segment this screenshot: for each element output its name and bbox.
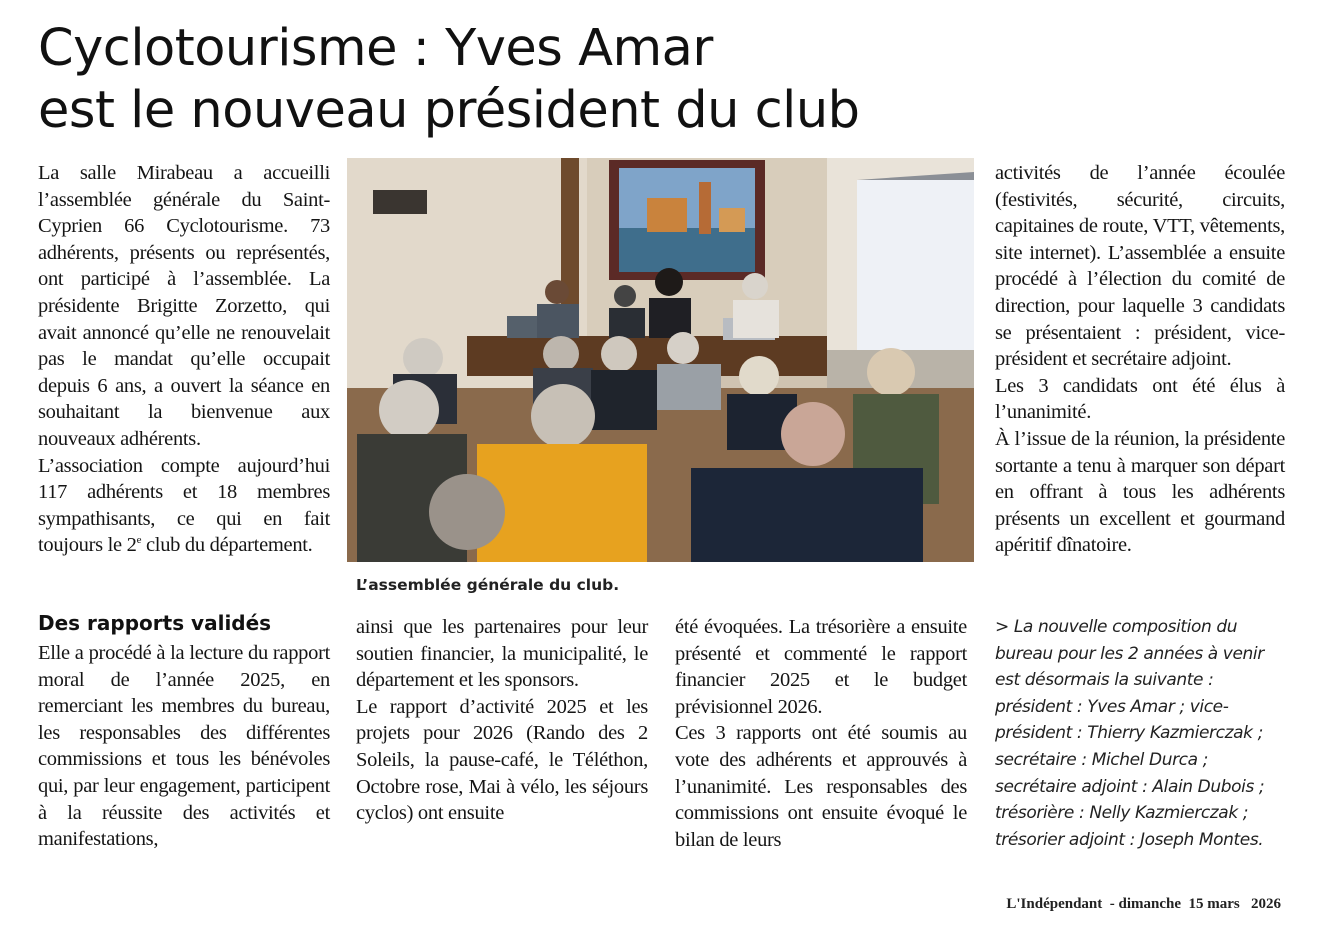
right-column — [995, 160, 1285, 559]
bureau-composition-note: > La nouvelle composition du bureau pour les 2 années à venir est désormais la suivante : président : Yves Amar ; vice-président : Thierry Kazmierczak ; secrétaire : Michel Durca ; secrétaire adjoint : Alain Dubois ; trésorière : Nelly Kazmierczak ; trésorier adjoint : Joseph Montes. — [995, 617, 1265, 850]
intro-column — [38, 160, 330, 559]
intro-paragraph-2-end: club du département. — [141, 534, 313, 557]
headline-line-1: Cyclotourisme : Yves Amar — [38, 19, 713, 78]
intro-paragraph-2-text: L’association compte aujourd’hui 117 adhérents et 18 membres sympathisants, ce qui en fait toujours le 2 — [38, 454, 330, 557]
section-subhead: Des rapports validés — [38, 611, 272, 635]
body-column-2 — [356, 614, 648, 827]
ordinal-superscript: e — [136, 534, 142, 547]
right-paragraph-3: À l’issue de la réunion, la présidente sortante a tenu à marquer son départ en offrant à tous les adhérents présents un excellent et gourmand apéritif dînatoire. — [995, 427, 1285, 557]
right-paragraph-2: Les 3 candidats ont été élus à l’unanimité. — [995, 374, 1285, 424]
article-headline — [38, 18, 860, 142]
intro-paragraph-1: La salle Mirabeau a accueilli l’assemblée générale du Saint-Cyprien 66 Cyclotourisme. 73 adhérents, présents ou représentés, ont participé à l’assemblée. La présidente Brigitte Zorzetto, qui avait annoncé qu’elle ne renouvelait pas le mandat qu’elle occupait depuis 6 ans, a ouvert la séance en souhaitant la bienvenue aux nouveaux adhérents. — [38, 162, 330, 450]
body-paragraph-1: Elle a procédé à la lecture du rapport moral de l’année 2025, en remerciant les membres du bureau, les responsables des différentes commissions et tous les bénévoles qui, par leur engagement, participent à la réussite des activités et manifestations, — [38, 642, 330, 851]
intro-paragraph-2 — [38, 453, 330, 559]
body-paragraph-2: ainsi que les partenaires pour leur soutien financier, la municipalité, le département et les sponsors. — [356, 616, 648, 692]
article-photo — [347, 158, 974, 562]
body-column-3 — [675, 614, 967, 853]
body-paragraph-3: Le rapport d’activité 2025 et les projets pour 2026 (Rando des 2 Soleils, la pause-café, le Téléthon, Octobre rose, Mai à vélo, les séjours cyclos) ont ensuite — [356, 695, 648, 825]
meeting-room-illustration — [347, 158, 974, 562]
newspaper-footer: L'Indépendant - dimanche 15 mars 2026 — [1006, 896, 1281, 912]
body-paragraph-4: été évoquées. La trésorière a ensuite présenté et commenté le rapport financier 2025 et le budget prévisionnel 2026. — [675, 616, 967, 718]
headline-line-2: est le nouveau président du club — [38, 81, 860, 140]
body-paragraph-5: Ces 3 rapports ont été soumis au vote des adhérents et approuvés à l’unanimité. Les responsables des commissions ont ensuite évoqué le bilan de leurs — [675, 722, 967, 851]
right-paragraph-1: activités de l’année écoulée (festivités, sécurité, circuits, capitaines de route, VTT, vêtements, site internet). L’assemblée a ensuite procédé à l’élection du comité de direction, pour laquelle 3 candidats se présentaient : président, vice-président et secrétaire adjoint. — [995, 162, 1285, 371]
photo-caption: L’assemblée générale du club. — [356, 576, 620, 594]
body-column-1 — [38, 640, 330, 853]
